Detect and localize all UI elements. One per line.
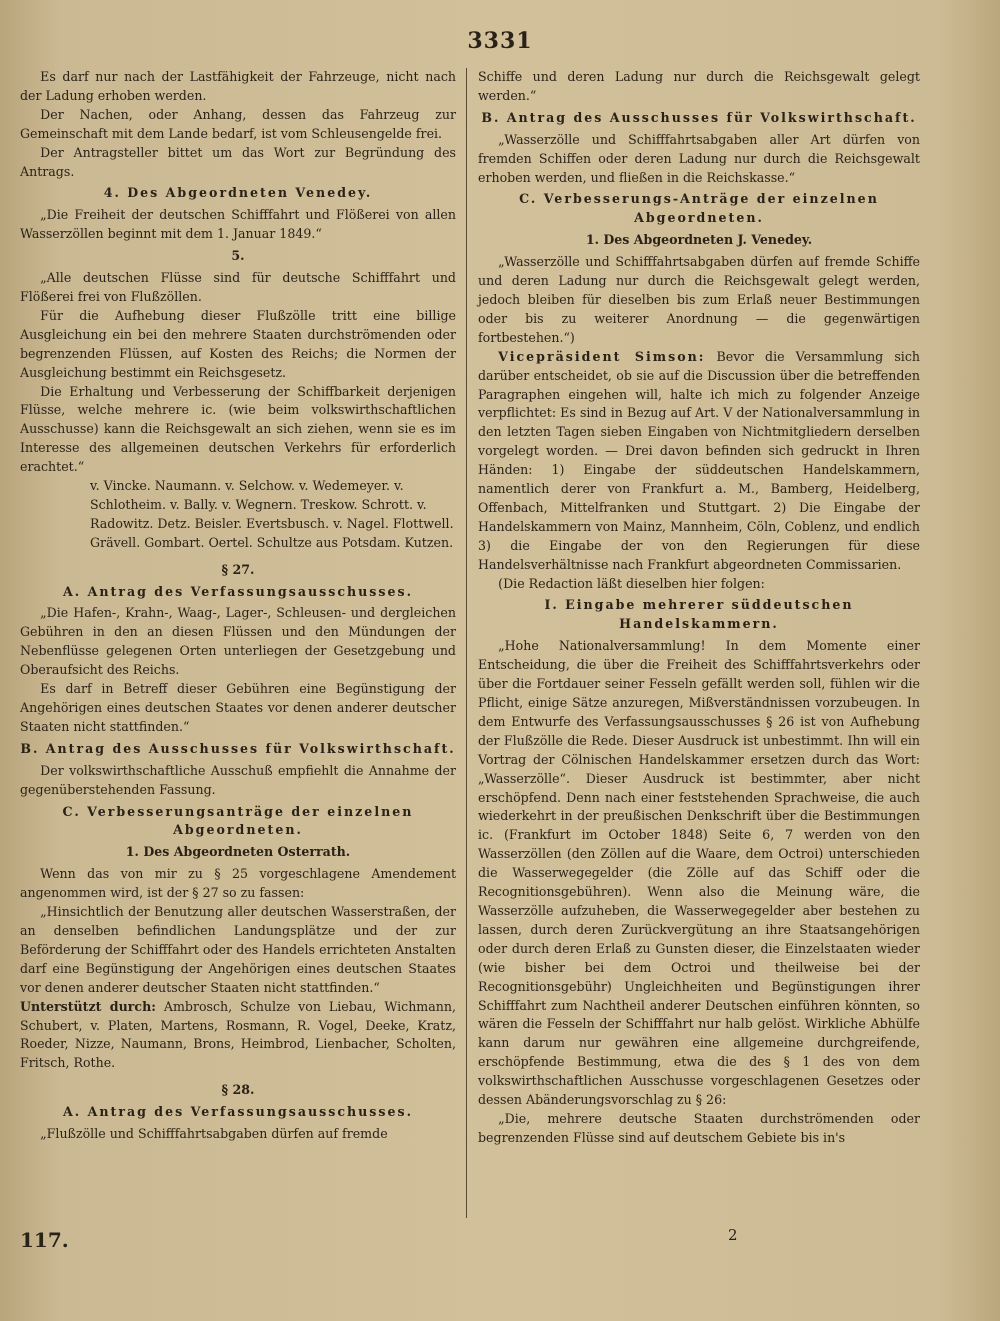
right-para-1: Schiffe und deren Ladung nur durch die Reichsgewalt gelegt werden.“ — [478, 69, 920, 103]
left-para-4: „Die Freiheit der deutschen Schifffahrt und Flößerei von allen Wasserzöllen beginnt mit dem 1. Januar 1849.“ — [20, 207, 456, 242]
left-para-5: „Alle deutschen Flüsse sind für deutsche Schifffahrt und Flößerei frei von Flußzöllen. — [20, 270, 456, 304]
left-para-3: Der Antragsteller bittet um das Wort zur Begründung des Antrags. — [20, 144, 456, 179]
page-number: 3331 — [467, 28, 533, 54]
antrag-b-heading-2: B. Antrag des Ausschusses für Volkswirthschaft. — [481, 109, 917, 125]
antrag-c-heading-1: C. Verbesserungsanträge der einzelnen Abgeordneten. — [62, 803, 414, 838]
antrag-b-heading-1: B. Antrag des Ausschusses für Volkswirthschaft. — [20, 740, 456, 756]
sheet-number: 2 — [728, 1226, 738, 1244]
left-para-8: „Die Hafen-, Krahn-, Waag-, Lager-, Schleusen- und dergleichen Gebühren in den an diesen Flüssen und den Mündungen der Nebenflüsse gelegenen Orten unterliegen der Gesetzgebung und Oberaufsicht des Reichs. — [20, 605, 456, 678]
supporters-label: Unterstützt durch: — [20, 998, 156, 1014]
right-para-3: „Wasserzölle und Schifffahrtsabgaben dürfen auf fremde Schiffe und deren Ladung nur durch die Reichsgewalt gelegt werden, jedoch bleiben für dieselben bis zum Erlaß neuer Bestimmungen oder bis zu weiterer Anordnung — die gegenwärtigen fortbestehen.“) — [478, 254, 920, 345]
left-para-12: „Hinsichtlich der Benutzung aller deutschen Wasserstraßen, der an denselben befindlichen Landungsplätze und der zur Beförderung der Schifffahrt oder des Handels errichteten Anstalten darf eine Begünstigung der Angehörigen eines deutschen Staates vor denen anderer deutscher Staaten nicht stattfinden.“ — [20, 904, 456, 995]
right-para-6: „Hohe Nationalversammlung! In dem Momente einer Entscheidung, die über die Freiheit des Schifffahrtsverkehrs oder über die Fortdauer seiner Fesseln gefällt werden soll, fühlen wir die Pflicht, einige Sätze anzuregen, Mißverständnissen vorzubeugen. In dem Entwurfe des Verfassungsausschusses § 26 ist von Aufhebung der Flußzölle die Rede. Dieser Ausdruck ist unbestimmt. Ihn will ein Vortrag der Cölnischen Handelskammer ersetzen durch das Wort: „Wasserzölle“. Dieser Ausdruck ist bestimmter, aber nicht erschöpfend. Denn nach einer feststehenden Sprachweise, die auch wiederkehrt in der preußischen Denkschrift über die Bestimmungen ic. (Frankfurt im October 1848) Seite 6, 7 werden von den Wasserzöllen (den Zöllen auf die Waare, dem Octroi) unterschieden die Wasserwegegelder (die Zölle auf das Schiff oder die Recognitionsgebühren). Wenn also die Meinung wäre, die Wasserzölle aufzuheben, die Wasserwegegelder aber bestehen zu lassen, durch deren Zurückvergütung an ihre Staatsangehörigen oder durch deren Erlaß zu Gunsten dieser, die Einzelstaaten wieder (wie bisher bei dem Octroi und theilweise bei der Recognitionsgebühr) Ungleichheiten und Begünstigungen ihrer Schifffahrt zum Nachtheil anderer Deutschen einführen könnten, so wären die Fesseln der Schifffahrt nur halb gelöst. Wirkliche Abhülfe kann darum nur gewähren eine allgemeine durchgreifende, erschöpfende Bestimmung, etwa die des § 1 des von dem volkswirthschaftlichen Ausschusse vorgeschlagenen Gesetzes oder dessen Abänderungsvorschlag zu § 26: — [478, 638, 920, 1108]
column-divider — [466, 68, 467, 1218]
section-27-heading: § 27. — [221, 561, 255, 577]
left-para-6: Für die Aufhebung dieser Flußzölle tritt eine billige Ausgleichung ein bei den mehrere Staaten durchströmenden oder begrenzenden Flüssen, auf Kosten des Reichs; die Normen der Ausgleichung bestimmt ein Reichsgesetz. — [20, 307, 456, 380]
left-para-7: Die Erhaltung und Verbesserung der Schiffbarkeit derjenigen Flüsse, welche mehrere ic. (wie beim volkswirthschaftlichen Ausschusse) kann die Reichsgewalt an sich ziehen, wenn sie es im Interesse des allgemeinen deutschen Verkehrs für erforderlich erachtet.“ — [20, 383, 456, 475]
left-para-10: Der volkswirthschaftliche Ausschuß empfiehlt die Annahme der gegenüberstehenden Fassung. — [20, 762, 456, 797]
right-para-5: (Die Redaction läßt dieselben hier folgen: — [498, 575, 765, 591]
left-para-13: „Flußzölle und Schifffahrtsabgaben dürfen auf fremde — [40, 1126, 388, 1142]
antrag-a-heading-1: A. Antrag des Verfassungsausschusses. — [63, 583, 413, 599]
left-para-1: Es darf nur nach der Lastfähigkeit der Fahrzeuge, nicht nach der Ladung erhoben werden. — [20, 69, 456, 103]
right-column — [478, 68, 920, 1148]
right-para-7: „Die, mehrere deutsche Staaten durchströmenden oder begrenzenden Flüsse sind auf deutschem Gebiete bis in's — [478, 1110, 920, 1145]
left-column — [20, 68, 456, 1144]
right-para-2: „Wasserzölle und Schifffahrtsabgaben aller Art dürfen von fremden Schiffen oder deren Ladung nur durch die Reichsgewalt erhoben werden, und fließen in die Reichskasse.“ — [478, 131, 920, 185]
left-para-11: Wenn das von mir zu § 25 vorgeschlagene Amendement angenommen wird, ist der § 27 so zu fassen: — [20, 866, 456, 901]
speaker-text: Bevor die Versammlung sich darüber entscheidet, ob sie auf die Discussion über die betreffenden Paragraphen eingehen will, halte ich mich zu folgender Anzeige verpflichtet: Es sind in Bezug auf Art. V der Nationalversammlung in den letzten Tagen sieben Eingaben von Nichtmitgliedern derselben vorgelegt worden. — Drei davon befinden sich gedruckt in Ihren Händen: 1) Eingabe der süddeutschen Handelskammern, namentlich derer von Frankfurt a. M., Bamberg, Heidelberg, Offenbach, Mittelfranken und Stuttgart. 2) Die Eingabe der Handelskammern von Mainz, Mannheim, Cöln, Coblenz, und endlich 3) die Eingabe der von den Regierungen für diese Handelsverhältnisse nach Frankfurt abgeordneten Commissarien. — [478, 348, 920, 572]
antrag-c-heading-2: C. Verbesserungs-Anträge der einzelnen Abgeordneten. — [519, 191, 879, 226]
heading-5: 5. — [231, 248, 245, 264]
left-para-9: Es darf in Betreff dieser Gebühren eine Begünstigung der Angehörigen eines deutschen Staates vor denen anderer deutscher Staaten nicht stattfinden.“ — [20, 681, 456, 734]
supporters — [20, 998, 456, 1074]
speaker-name: Vicepräsident Simson: — [498, 348, 706, 364]
left-para-2: Der Nachen, oder Anhang, dessen das Fahrzeug zur Gemeinschaft mit dem Lande bedarf, ist vom Schleusengelde frei. — [20, 106, 456, 141]
right-para-4 — [478, 348, 920, 575]
heading-osterrath: 1. Des Abgeordneten Osterrath. — [125, 844, 351, 860]
eingabe-heading: I. Eingabe mehrerer süddeutschen Handelskammern. — [544, 597, 854, 632]
antrag-a-heading-2: A. Antrag des Verfassungsausschusses. — [63, 1104, 413, 1120]
signatories-list: v. Vincke. Naumann. v. Selchow. v. Wedemeyer. v. Schlotheim. v. Bally. v. Wegnern. Treskow. Schrott. v. Radowitz. Detz. Beisler. Evertsbusch. v. Nagel. Flottwell. Grävell. Gombart. Oertel. Schultze aus Potsdam. Kutzen. — [90, 478, 454, 550]
signature-number: 117. — [20, 1228, 69, 1252]
heading-venedey: 4. Des Abgeordneten Venedey. — [103, 185, 373, 201]
heading-j-venedey: 1. Des Abgeordneten J. Venedey. — [585, 232, 813, 248]
supporters-names: Ambrosch, Schulze von Liebau, Wichmann, Schubert, v. Platen, Martens, Rosmann, R. Vogel, Deeke, Kratz, Roeder, Nizze, Naumann, Brons, Heimbrod, Lienbacher, Scholten, Fritsch, Rothe. — [20, 998, 456, 1071]
section-28-heading: § 28. — [221, 1082, 255, 1098]
